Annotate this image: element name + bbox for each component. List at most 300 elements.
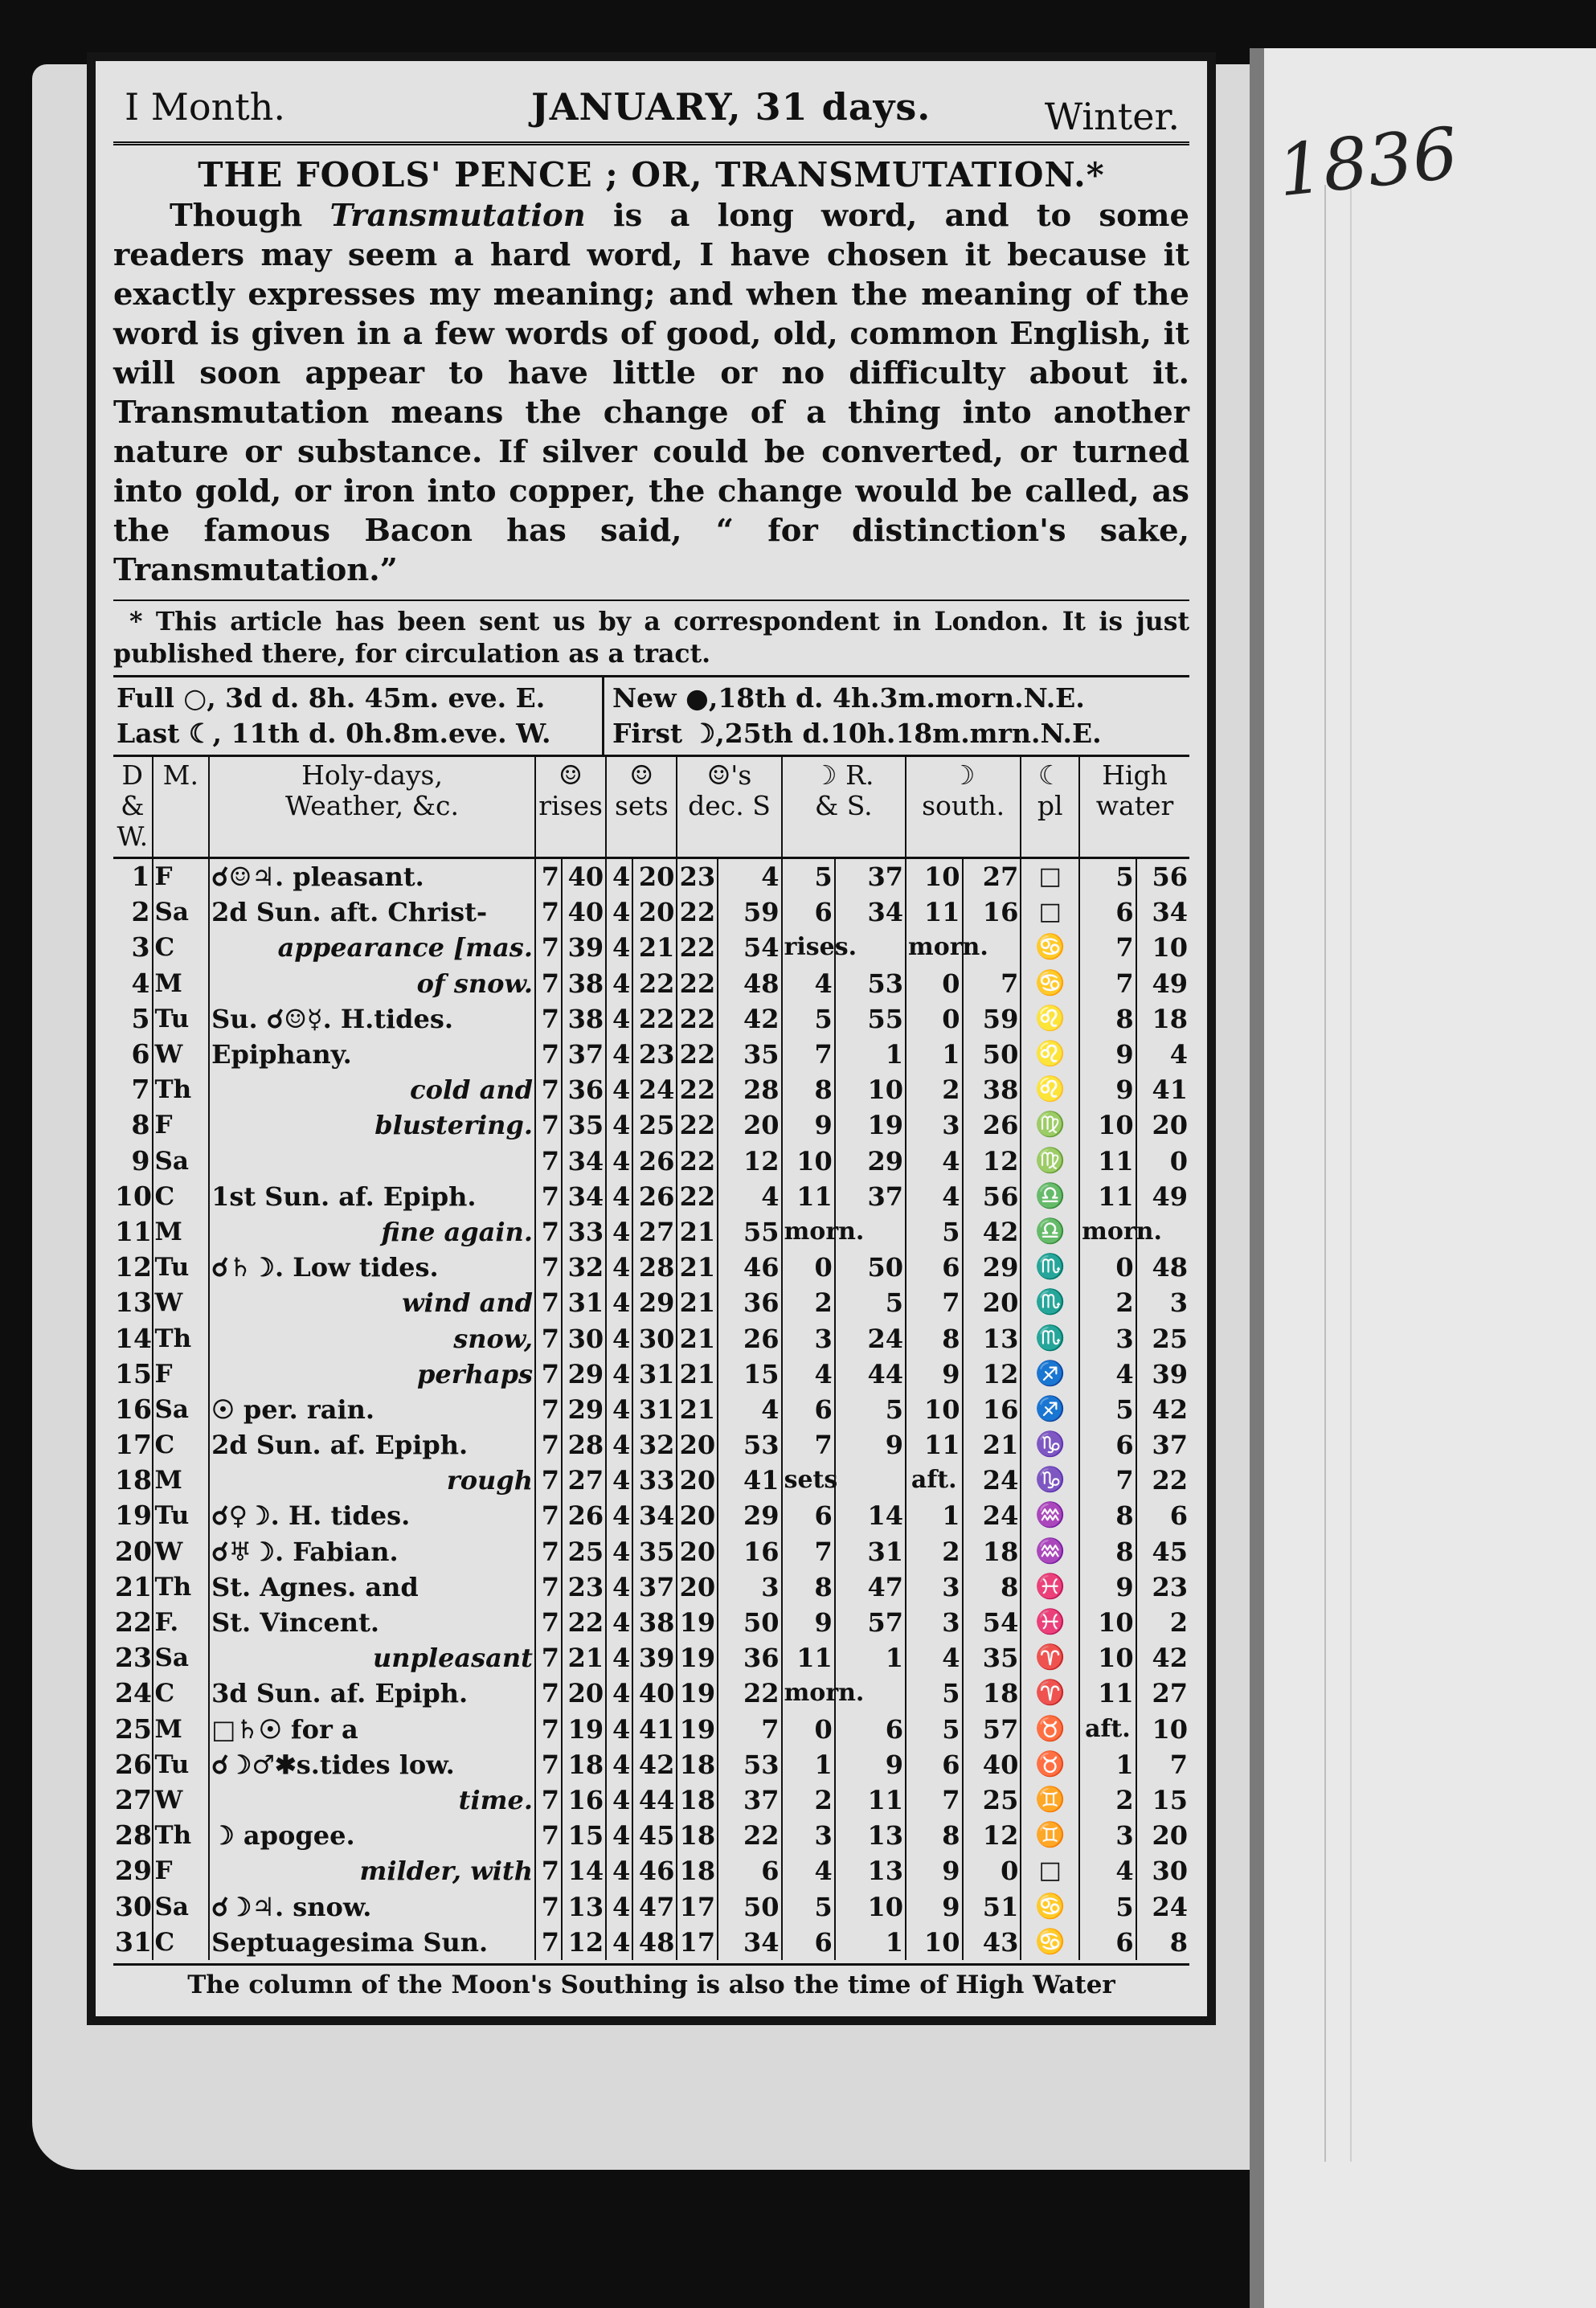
- high-water-hour: 9: [1079, 1037, 1136, 1072]
- sun-set-hour: 4: [606, 1179, 632, 1214]
- sun-set-minute: 29: [632, 1285, 677, 1320]
- weekday: M: [153, 1214, 210, 1250]
- moon-south-hour: 1: [906, 1037, 963, 1072]
- declination-minutes: 36: [718, 1640, 781, 1676]
- declination-degrees: 22: [677, 966, 718, 1001]
- moon-rs-hour: 4: [782, 1357, 835, 1392]
- sun-rise-hour: 7: [535, 1925, 562, 1960]
- month-title: JANUARY, 31 days.: [531, 85, 931, 129]
- sun-set-hour: 4: [606, 1818, 632, 1853]
- high-water-minute: 20: [1136, 1818, 1189, 1853]
- moon-rs-minute: [835, 1463, 906, 1498]
- declination-minutes: 35: [718, 1037, 781, 1072]
- declination-minutes: 41: [718, 1463, 781, 1498]
- moon-place-sign: ♍: [1021, 1144, 1079, 1179]
- high-water-hour: 8: [1079, 1001, 1136, 1037]
- high-water-minute: 0: [1136, 1144, 1189, 1179]
- weekday: C: [153, 1427, 210, 1463]
- table-row: [113, 1250, 1189, 1285]
- sun-rise-minute: 31: [562, 1285, 606, 1320]
- high-water-minute: 42: [1136, 1640, 1189, 1676]
- moon-rs-hour: morn.: [782, 1676, 835, 1711]
- sun-rise-hour: 7: [535, 1250, 562, 1285]
- moon-rs-hour: 1: [782, 1747, 835, 1782]
- sun-declination-header: ☺'s dec. S: [677, 757, 781, 858]
- weekday: C: [153, 1179, 210, 1214]
- moon-place-sign: ♏: [1021, 1320, 1079, 1356]
- sun-set-minute: 47: [632, 1889, 677, 1924]
- moon-south-hour: 10: [906, 858, 963, 895]
- sun-rise-hour: 7: [535, 1392, 562, 1427]
- sun-rise-hour: 7: [535, 1037, 562, 1072]
- moon-place-sign: ♊: [1021, 1782, 1079, 1818]
- moon-rs-minute: 1: [835, 1640, 906, 1676]
- sun-set-hour: 4: [606, 894, 632, 930]
- moon-rs-minute: 44: [835, 1357, 906, 1392]
- moon-south-minute: 43: [963, 1925, 1021, 1960]
- moon-rs-hour: sets: [782, 1463, 835, 1498]
- declination-degrees: 18: [677, 1782, 718, 1818]
- moon-rs-minute: 11: [835, 1782, 906, 1818]
- sun-rise-minute: 36: [562, 1072, 606, 1107]
- weekday-header: M.: [153, 757, 210, 858]
- holyday-text: ☌☽♃. snow.: [209, 1889, 535, 1924]
- moon-south-minute: 42: [963, 1214, 1021, 1250]
- holyday-text: milder, with: [209, 1853, 535, 1889]
- moon-south-minute: 51: [963, 1889, 1021, 1924]
- day-number: 16: [115, 1393, 152, 1425]
- moon-phases-left: [113, 677, 602, 755]
- declination-minutes: 55: [718, 1214, 781, 1250]
- moon-place-sign: ♈: [1021, 1676, 1079, 1711]
- table-row: [113, 1925, 1189, 1960]
- high-water-minute: 30: [1136, 1853, 1189, 1889]
- moon-rs-minute: 9: [835, 1747, 906, 1782]
- high-water-header: High water: [1079, 757, 1189, 858]
- moon-rs-minute: 9: [835, 1427, 906, 1463]
- declination-degrees: 22: [677, 1144, 718, 1179]
- day-number: 17: [115, 1429, 152, 1461]
- high-water-minute: 37: [1136, 1427, 1189, 1463]
- day-number: 8: [131, 1109, 150, 1141]
- day-number: 4: [131, 967, 150, 999]
- sun-set-minute: 34: [632, 1498, 677, 1533]
- high-water-hour: 4: [1079, 1853, 1136, 1889]
- sun-set-minute: 38: [632, 1605, 677, 1640]
- holyday-text: ☌♄☽. Low tides.: [209, 1250, 535, 1285]
- moon-south-hour: 6: [906, 1747, 963, 1782]
- day-number: 31: [115, 1925, 152, 1958]
- day-number: 10: [115, 1180, 152, 1212]
- weekday: C: [153, 1925, 210, 1960]
- moon-south-minute: 18: [963, 1534, 1021, 1569]
- calendar-table: [113, 757, 1189, 1960]
- high-water-hour: 11: [1079, 1676, 1136, 1711]
- declination-degrees: 19: [677, 1712, 718, 1747]
- holyday-text: of snow.: [209, 966, 535, 1001]
- moon-south-hour: 11: [906, 1427, 963, 1463]
- table-header-row: [113, 757, 1189, 858]
- sun-rise-minute: 40: [562, 894, 606, 930]
- sun-rise-hour: 7: [535, 1285, 562, 1320]
- moon-place-sign: □: [1021, 1853, 1079, 1889]
- moon-place-sign: ♌: [1021, 1001, 1079, 1037]
- table-row: [113, 894, 1189, 930]
- high-water-hour: 11: [1079, 1179, 1136, 1214]
- sun-rise-minute: 29: [562, 1392, 606, 1427]
- moon-rs-minute: 14: [835, 1498, 906, 1533]
- high-water-minute: 49: [1136, 966, 1189, 1001]
- declination-degrees: 22: [677, 930, 718, 965]
- article-title: THE FOOLS' PENCE ; OR, TRANSMUTATION.*: [198, 155, 1105, 194]
- moon-south-minute: 57: [963, 1712, 1021, 1747]
- sun-set-minute: 46: [632, 1853, 677, 1889]
- moon-rs-minute: 10: [835, 1889, 906, 1924]
- moon-rs-hour: 7: [782, 1427, 835, 1463]
- high-water-minute: 15: [1136, 1782, 1189, 1818]
- declination-degrees: 20: [677, 1498, 718, 1533]
- moon-south-minute: 13: [963, 1320, 1021, 1356]
- moon-rs-minute: 37: [835, 1179, 906, 1214]
- declination-degrees: 19: [677, 1640, 718, 1676]
- declination-degrees: 22: [677, 1037, 718, 1072]
- moon-rs-minute: 13: [835, 1853, 906, 1889]
- moon-rs-minute: 34: [835, 894, 906, 930]
- weekday: Sa: [153, 1640, 210, 1676]
- sun-set-minute: 25: [632, 1107, 677, 1143]
- weekday: F.: [153, 1605, 210, 1640]
- sun-set-minute: 30: [632, 1320, 677, 1356]
- sun-set-hour: 4: [606, 1853, 632, 1889]
- high-water-minute: 8: [1136, 1925, 1189, 1960]
- table-row: [113, 1285, 1189, 1320]
- moon-rs-hour: rises.: [782, 930, 835, 965]
- moon-place-sign: ♓: [1021, 1569, 1079, 1605]
- month-number: I Month.: [125, 85, 285, 129]
- moon-phases-right: [602, 677, 1105, 755]
- sun-set-minute: 42: [632, 1747, 677, 1782]
- moon-south-minute: 29: [963, 1250, 1021, 1285]
- holyday-text: blustering.: [209, 1107, 535, 1143]
- moon-south-hour: 4: [906, 1179, 963, 1214]
- moon-south-hour: 10: [906, 1925, 963, 1960]
- moon-south-hour: 0: [906, 1001, 963, 1037]
- moon-rs-minute: 19: [835, 1107, 906, 1143]
- sun-rise-hour: 7: [535, 1676, 562, 1711]
- day-number: 13: [115, 1287, 152, 1319]
- sun-rise-hour: 7: [535, 858, 562, 895]
- moon-rs-minute: 24: [835, 1320, 906, 1356]
- moon-south-minute: 12: [963, 1357, 1021, 1392]
- table-row: [113, 1037, 1189, 1072]
- table-row: [113, 1392, 1189, 1427]
- sun-rise-hour: 7: [535, 1889, 562, 1924]
- bottom-note: The column of the Moon's Southing is also the time of High Water: [113, 1963, 1189, 2004]
- moon-south-minute: 35: [963, 1640, 1021, 1676]
- day-number: 19: [115, 1500, 152, 1532]
- table-row: [113, 1640, 1189, 1676]
- moon-rs-hour: 9: [782, 1107, 835, 1143]
- declination-minutes: 34: [718, 1925, 781, 1960]
- table-row: [113, 1747, 1189, 1782]
- sun-rise-minute: 30: [562, 1320, 606, 1356]
- holyday-text: St. Vincent.: [209, 1605, 535, 1640]
- moon-south-hour: 4: [906, 1640, 963, 1676]
- moon-rs-hour: 5: [782, 1889, 835, 1924]
- sun-set-minute: 27: [632, 1214, 677, 1250]
- day-number: 15: [115, 1357, 152, 1389]
- sun-set-hour: 4: [606, 1747, 632, 1782]
- moon-rs-hour: 8: [782, 1569, 835, 1605]
- table-row: [113, 1712, 1189, 1747]
- moon-south-hour: 2: [906, 1072, 963, 1107]
- sun-set-hour: 4: [606, 1107, 632, 1143]
- moon-south-minute: 20: [963, 1285, 1021, 1320]
- moon-south-hour: 7: [906, 1782, 963, 1818]
- sun-rise-minute: 35: [562, 1107, 606, 1143]
- day-number: 5: [131, 1002, 150, 1034]
- header-rule: [113, 141, 1189, 150]
- declination-minutes: 36: [718, 1285, 781, 1320]
- declination-minutes: 15: [718, 1357, 781, 1392]
- sun-set-minute: 28: [632, 1250, 677, 1285]
- moon-rs-hour: 8: [782, 1072, 835, 1107]
- moon-place-sign: □: [1021, 858, 1079, 895]
- declination-minutes: 6: [718, 1853, 781, 1889]
- holyday-text: ☽ apogee.: [209, 1818, 535, 1853]
- moon-south-hour: 9: [906, 1889, 963, 1924]
- weekday: Sa: [153, 1392, 210, 1427]
- sun-rise-minute: 34: [562, 1179, 606, 1214]
- moon-place-sign: ♓: [1021, 1605, 1079, 1640]
- sun-rise-hour: 7: [535, 930, 562, 965]
- sun-rise-minute: 34: [562, 1144, 606, 1179]
- day-number: 23: [115, 1642, 152, 1674]
- high-water-hour: 5: [1079, 858, 1136, 895]
- sun-rise-minute: 13: [562, 1889, 606, 1924]
- moon-south-hour: 8: [906, 1320, 963, 1356]
- weekday: Th: [153, 1072, 210, 1107]
- sun-set-hour: 4: [606, 1250, 632, 1285]
- high-water-minute: 39: [1136, 1357, 1189, 1392]
- moon-rises-sets-header: ☽ R. & S.: [782, 757, 906, 858]
- declination-degrees: 20: [677, 1463, 718, 1498]
- holyday-text: 1st Sun. af. Epiph.: [209, 1179, 535, 1214]
- sun-rise-minute: 32: [562, 1250, 606, 1285]
- moon-place-header: ☾ pl: [1021, 757, 1079, 858]
- moon-rs-hour: 11: [782, 1640, 835, 1676]
- declination-minutes: 50: [718, 1605, 781, 1640]
- moon-place-sign: ♋: [1021, 930, 1079, 965]
- declination-minutes: 12: [718, 1144, 781, 1179]
- high-water-minute: 4: [1136, 1037, 1189, 1072]
- moon-rs-hour: 7: [782, 1534, 835, 1569]
- sun-rise-hour: 7: [535, 1144, 562, 1179]
- sun-set-hour: 4: [606, 1569, 632, 1605]
- declination-minutes: 4: [718, 1179, 781, 1214]
- table-row: [113, 1144, 1189, 1179]
- sun-set-hour: 4: [606, 1463, 632, 1498]
- high-water-hour: 3: [1079, 1818, 1136, 1853]
- sun-rise-minute: 25: [562, 1534, 606, 1569]
- declination-minutes: 50: [718, 1889, 781, 1924]
- high-water-hour: 2: [1079, 1285, 1136, 1320]
- declination-minutes: 29: [718, 1498, 781, 1533]
- high-water-hour: 6: [1079, 1427, 1136, 1463]
- weekday: C: [153, 930, 210, 965]
- article-text-start: Though: [170, 198, 330, 234]
- moon-rs-minute: 5: [835, 1392, 906, 1427]
- full-moon: Full ○, 3d d. 8h. 45m. eve. E.: [117, 682, 546, 714]
- declination-degrees: 18: [677, 1818, 718, 1853]
- moon-place-sign: ♒: [1021, 1498, 1079, 1533]
- holyday-text: 2d Sun. aft. Christ-: [209, 894, 535, 930]
- sun-rise-hour: 7: [535, 1463, 562, 1498]
- day-number: 30: [115, 1890, 152, 1922]
- moon-rs-hour: 0: [782, 1712, 835, 1747]
- declination-degrees: 23: [677, 858, 718, 895]
- moon-rs-minute: 31: [835, 1534, 906, 1569]
- moon-rs-minute: 13: [835, 1818, 906, 1853]
- declination-minutes: 48: [718, 966, 781, 1001]
- sun-rise-hour: 7: [535, 1427, 562, 1463]
- moon-rs-hour: morn.: [782, 1214, 835, 1250]
- moon-south-minute: 38: [963, 1072, 1021, 1107]
- holyday-text: 2d Sun. af. Epiph.: [209, 1427, 535, 1463]
- sun-rise-hour: 7: [535, 1747, 562, 1782]
- day-number: 27: [115, 1783, 152, 1815]
- moon-rs-hour: 7: [782, 1037, 835, 1072]
- sun-rise-minute: 38: [562, 1001, 606, 1037]
- holydays-header: Holy-days, Weather, &c.: [209, 757, 535, 858]
- moon-south-hour: 2: [906, 1534, 963, 1569]
- declination-minutes: 46: [718, 1250, 781, 1285]
- sun-set-hour: 4: [606, 1712, 632, 1747]
- article-body: [113, 196, 1189, 590]
- table-row: [113, 858, 1189, 895]
- moon-rs-minute: 47: [835, 1569, 906, 1605]
- holyday-text: Su. ☌☺☿. H.tides.: [209, 1001, 535, 1037]
- moon-south-hour: 4: [906, 1144, 963, 1179]
- sun-set-minute: 45: [632, 1818, 677, 1853]
- moon-south-minute: 56: [963, 1179, 1021, 1214]
- high-water-hour: 10: [1079, 1605, 1136, 1640]
- high-water-minute: 24: [1136, 1889, 1189, 1924]
- holyday-text: time.: [209, 1782, 535, 1818]
- sun-set-hour: 4: [606, 1605, 632, 1640]
- declination-degrees: 21: [677, 1285, 718, 1320]
- declination-minutes: 20: [718, 1107, 781, 1143]
- moon-rs-hour: 6: [782, 1392, 835, 1427]
- last-quarter: Last ☾, 11th d. 0h.8m.eve. W.: [117, 718, 551, 749]
- sun-rise-hour: 7: [535, 1107, 562, 1143]
- sun-rise-minute: 27: [562, 1463, 606, 1498]
- moon-south-minute: 8: [963, 1569, 1021, 1605]
- sun-rise-minute: 14: [562, 1853, 606, 1889]
- table-row: [113, 1569, 1189, 1605]
- moon-place-sign: ♎: [1021, 1179, 1079, 1214]
- table-row: [113, 1179, 1189, 1214]
- day-number: 18: [115, 1464, 152, 1496]
- day-number: 21: [115, 1570, 152, 1602]
- moon-south-hour: 7: [906, 1285, 963, 1320]
- high-water-hour: 11: [1079, 1144, 1136, 1179]
- almanac-frame: [87, 52, 1216, 2025]
- high-water-hour: 8: [1079, 1534, 1136, 1569]
- sun-set-hour: 4: [606, 1676, 632, 1711]
- sun-set-minute: 48: [632, 1925, 677, 1960]
- moon-rs-minute: 29: [835, 1144, 906, 1179]
- day-number: 28: [115, 1819, 152, 1852]
- weekday: Th: [153, 1569, 210, 1605]
- season-label: Winter.: [1044, 95, 1180, 138]
- sun-set-hour: 4: [606, 1889, 632, 1924]
- sun-rise-minute: 12: [562, 1925, 606, 1960]
- day-number: 22: [115, 1606, 152, 1639]
- day-number: 12: [115, 1251, 152, 1283]
- sun-set-minute: 33: [632, 1463, 677, 1498]
- sun-rise-hour: 7: [535, 1782, 562, 1818]
- sun-rise-hour: 7: [535, 1534, 562, 1569]
- holyday-text: unpleasant: [209, 1640, 535, 1676]
- sun-set-minute: 40: [632, 1676, 677, 1711]
- first-quarter: First ☽,25th d.10h.18m.mrn.N.E.: [612, 718, 1102, 749]
- moon-south-minute: 16: [963, 1392, 1021, 1427]
- moon-rs-minute: 1: [835, 1925, 906, 1960]
- high-water-hour: aft.: [1079, 1712, 1136, 1747]
- moon-rs-hour: 4: [782, 1853, 835, 1889]
- day-number: 29: [115, 1855, 152, 1887]
- holyday-text: Epiphany.: [209, 1037, 535, 1072]
- holyday-text: rough: [209, 1463, 535, 1498]
- moon-south-minute: 24: [963, 1463, 1021, 1498]
- sun-rise-hour: 7: [535, 894, 562, 930]
- moon-south-minute: 50: [963, 1037, 1021, 1072]
- weekday: W: [153, 1782, 210, 1818]
- weekday: Th: [153, 1320, 210, 1356]
- high-water-hour: 7: [1079, 930, 1136, 965]
- declination-degrees: 22: [677, 1001, 718, 1037]
- weekday: Tu: [153, 1747, 210, 1782]
- sun-set-hour: 4: [606, 1498, 632, 1533]
- moon-rs-minute: 57: [835, 1605, 906, 1640]
- moon-south-hour: 5: [906, 1676, 963, 1711]
- moon-rs-hour: 2: [782, 1782, 835, 1818]
- sun-set-minute: 21: [632, 930, 677, 965]
- high-water-minute: 48: [1136, 1250, 1189, 1285]
- moon-rs-hour: 5: [782, 858, 835, 895]
- moon-rs-hour: 0: [782, 1250, 835, 1285]
- moon-south-hour: 3: [906, 1107, 963, 1143]
- weekday: Tu: [153, 1001, 210, 1037]
- high-water-minute: 22: [1136, 1463, 1189, 1498]
- high-water-hour: 10: [1079, 1640, 1136, 1676]
- moon-place-sign: ♋: [1021, 966, 1079, 1001]
- sun-sets-header: ☺ sets: [606, 757, 677, 858]
- article-footnote: * This article has been sent us by a correspondent in London. It is just published there, for circulation as a tract.: [113, 600, 1189, 675]
- high-water-hour: 6: [1079, 894, 1136, 930]
- high-water-hour: 8: [1079, 1498, 1136, 1533]
- moon-place-sign: ♊: [1021, 1818, 1079, 1853]
- high-water-hour: 7: [1079, 966, 1136, 1001]
- table-row: [113, 930, 1189, 965]
- moon-south-minute: 12: [963, 1818, 1021, 1853]
- high-water-hour: 10: [1079, 1107, 1136, 1143]
- sun-set-hour: 4: [606, 1285, 632, 1320]
- sun-set-minute: 31: [632, 1357, 677, 1392]
- moon-place-sign: ♏: [1021, 1285, 1079, 1320]
- sun-set-minute: 23: [632, 1037, 677, 1072]
